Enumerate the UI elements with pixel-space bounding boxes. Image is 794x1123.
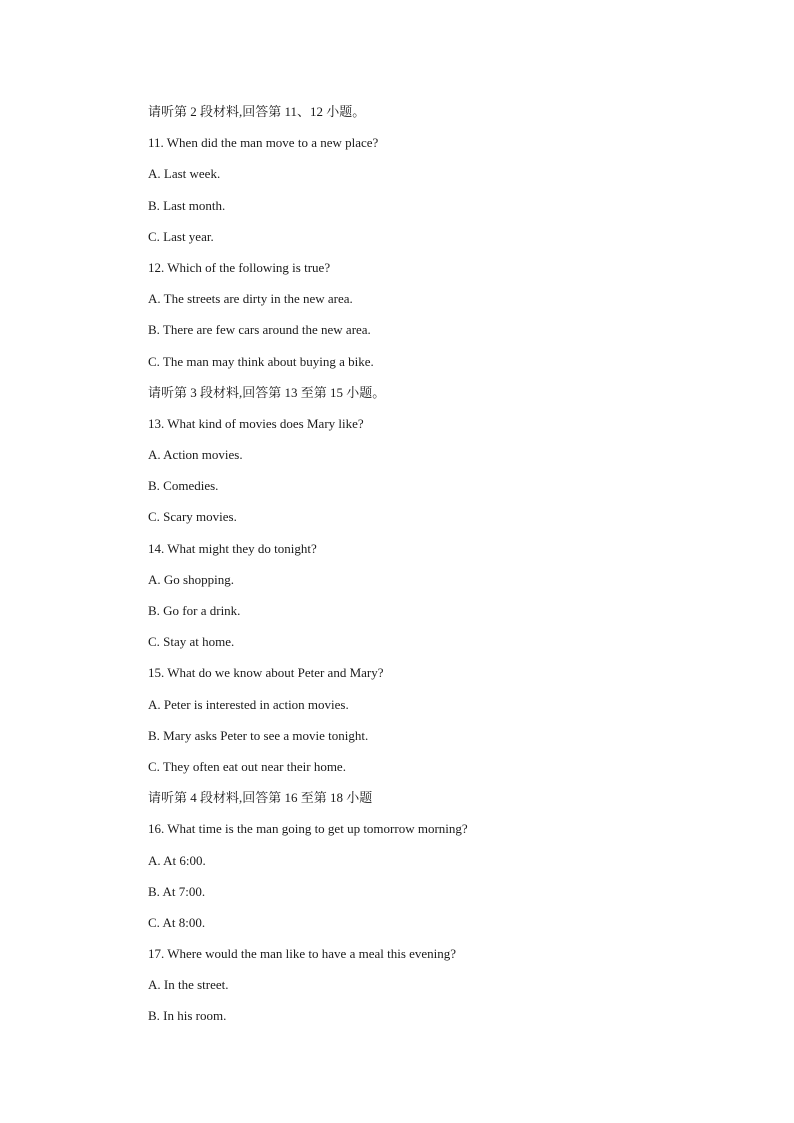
option: C. At 8:00.	[148, 914, 206, 930]
option: B. Mary asks Peter to see a movie tonight.	[148, 727, 369, 743]
option: A. The streets are dirty in the new area.	[148, 291, 353, 307]
section-instruction: 请听第 4 段材料,回答第 16 至第 18 小题	[148, 790, 373, 806]
option: B. At 7:00.	[148, 883, 206, 899]
section-instruction: 请听第 3 段材料,回答第 13 至第 15 小题。	[148, 384, 386, 400]
option: B. Comedies.	[148, 478, 219, 494]
option: C. The man may think about buying a bike.	[148, 353, 374, 369]
option: A. At 6:00.	[148, 852, 206, 868]
option: A. Last week.	[148, 166, 221, 182]
question: 16. What time is the man going to get up tomorrow morning?	[148, 821, 468, 837]
question: 15. What do we know about Peter and Mary?	[148, 665, 384, 681]
option: B. There are few cars around the new area.	[148, 322, 371, 338]
option: C. Last year.	[148, 228, 214, 244]
question: 14. What might they do tonight?	[148, 540, 317, 556]
option: B. Go for a drink.	[148, 603, 241, 618]
option: C. Scary movies.	[148, 509, 237, 525]
question: 12. Which of the following is true?	[148, 259, 331, 275]
question: 17. Where would the man like to have a meal this evening?	[148, 946, 457, 962]
option: C. Stay at home.	[148, 634, 235, 650]
option: C. They often eat out near their home.	[148, 758, 346, 774]
document-page	[148, 102, 748, 1038]
option: B. Last month.	[148, 197, 226, 213]
option: B. In his room.	[148, 1008, 227, 1024]
question: 13. What kind of movies does Mary like?	[148, 415, 364, 431]
option: A. Peter is interested in action movies.	[148, 696, 349, 712]
question: 11. When did the man move to a new place?	[148, 135, 379, 151]
option: A. Go shopping.	[148, 571, 234, 587]
section-instruction: 请听第 2 段材料,回答第 11、12 小题。	[148, 104, 366, 119]
option: A. Action movies.	[148, 447, 243, 463]
option: A. In the street.	[148, 977, 229, 993]
